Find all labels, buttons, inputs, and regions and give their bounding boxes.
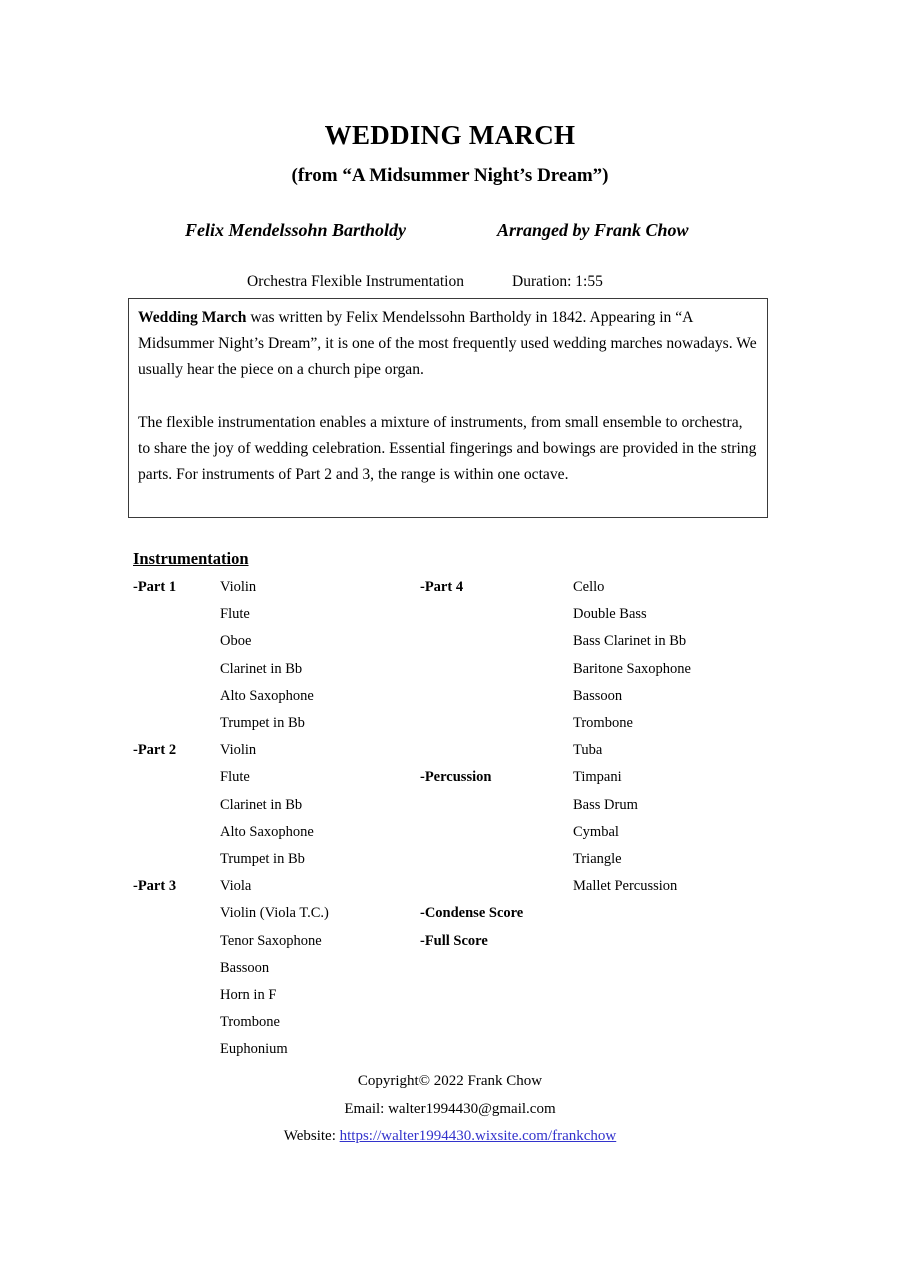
instrument-left-12: Violin (Viola T.C.) [220,905,329,922]
page-subtitle: (from “A Midsummer Night’s Dream”) [291,165,609,186]
instrument-right-1: Double Bass [573,606,647,623]
description-lead-title: Wedding March [138,309,247,326]
page-footer [0,1068,900,1151]
instrument-left-1: Flute [220,606,250,623]
instrument-right-2: Bass Clarinet in Bb [573,633,687,650]
instrument-left-7: Flute [220,769,250,786]
instrument-left-17: Euphonium [220,1041,288,1058]
duration-value: Duration: 1:55 [512,273,603,290]
instrument-left-14: Bassoon [220,959,270,976]
instrument-right-11: Mallet Percussion [573,878,678,895]
instrumentation-group-label-right-2: -Condense Score [420,905,524,922]
instrument-left-11: Viola [220,878,252,895]
description-paragraph-1 [138,305,757,384]
instrument-right-5: Trombone [573,715,633,731]
description-paragraph-1-rest: was written by Felix Mendelssohn Bartholdy in 1842. Appearing in “A Midsummer Night’s Dream”, it is one of the most frequently used wedding marches nowadays. We usually hear the piece on a church pipe organ. [138,309,757,379]
page-title: WEDDING MARCH [324,120,576,150]
instrument-left-9: Alto Saxophone [220,823,314,840]
description-paragraph-2: The flexible instrumentation enables a mixture of instruments, from small ensemble to orchestra, to share the joy of wedding celebration. Essential fingerings and bowings are provided in the string parts. For instruments of Part 2 and 3, the range is within one octave. [138,413,757,484]
website-line [0,1123,900,1151]
instrument-right-0: Cello [573,579,605,595]
instrumentation-group-label-right-1: -Percussion [420,769,492,786]
instrument-left-4: Alto Saxophone [220,687,314,704]
description-box [128,298,768,518]
instrument-left-0: Violin [220,579,257,595]
instrument-right-7: Timpani [573,769,622,786]
copyright-text: Copyright© 2022 Frank Chow [357,1073,543,1089]
instrumentation-group-label-left-0: -Part 1 [133,579,177,595]
instrument-left-3: Clarinet in Bb [220,660,303,677]
instrument-right-4: Bassoon [573,687,623,704]
email-text: Email: walter1994430@gmail.com [344,1100,556,1117]
instrument-right-9: Cymbal [573,823,619,840]
instrument-left-10: Trumpet in Bb [220,851,305,867]
instrument-left-15: Horn in F [220,987,277,1003]
instrumentation-grid [0,578,900,1078]
instrument-left-5: Trumpet in Bb [220,715,305,731]
instrument-left-16: Trombone [220,1014,280,1031]
instrument-right-8: Bass Drum [573,796,638,813]
website-link[interactable]: https://walter1994430.wixsite.com/frankchow [339,1128,617,1144]
instrument-right-10: Triangle [573,851,622,867]
ensemble-type: Orchestra Flexible Instrumentation [247,273,464,290]
arranger-name: Arranged by Frank Chow [497,220,689,240]
instrument-left-13: Tenor Saxophone [220,932,322,949]
composer-name: Felix Mendelssohn Bartholdy [185,220,407,240]
instrument-right-3: Baritone Saxophone [573,660,691,677]
instrumentation-group-label-right-3: -Full Score [420,932,488,949]
instrument-left-2: Oboe [220,633,252,650]
instrumentation-heading: Instrumentation [133,549,249,568]
description-paragraph-spacer [138,384,757,410]
instrumentation-group-label-left-1: -Part 2 [133,742,177,759]
instrument-right-6: Tuba [573,742,603,759]
instrument-left-6: Violin [220,742,257,759]
instrumentation-group-label-right-0: -Part 4 [420,579,464,595]
instrument-left-8: Clarinet in Bb [220,796,303,813]
website-label: Website: [283,1128,340,1144]
instrumentation-group-label-left-2: -Part 3 [133,878,177,895]
